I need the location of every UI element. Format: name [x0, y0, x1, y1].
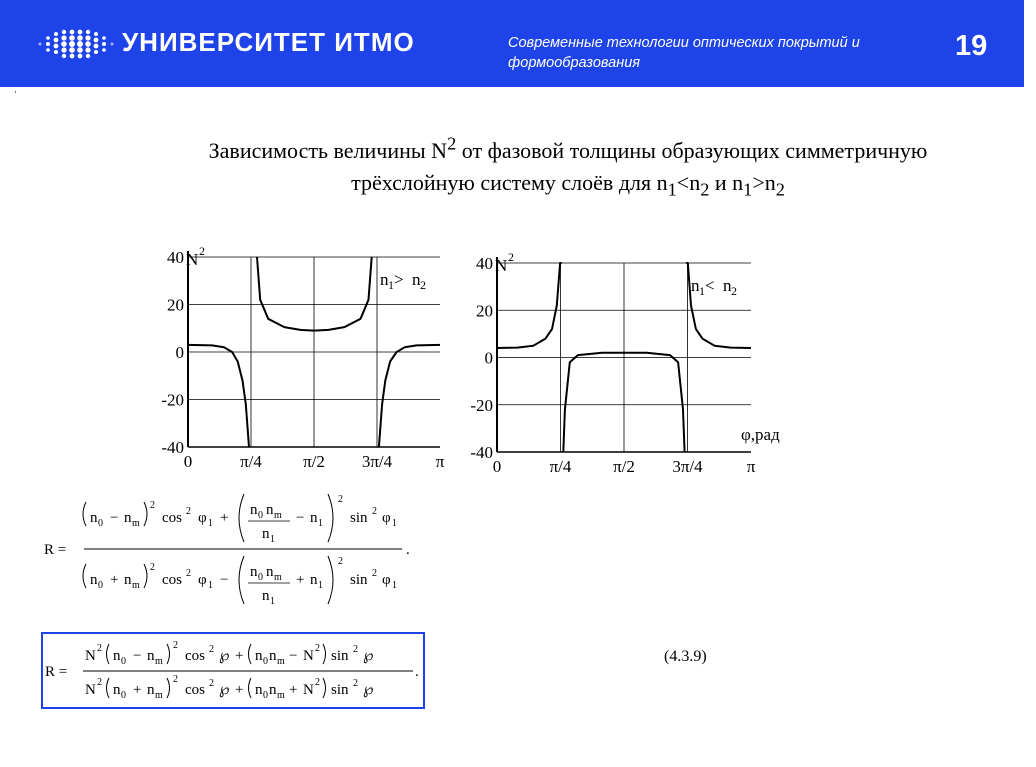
- series-line: [188, 345, 249, 447]
- f1-cos: cos: [162, 572, 182, 588]
- title-line2: [100, 167, 1036, 205]
- title-text: >n: [752, 170, 776, 196]
- f1-sub: 0: [98, 580, 103, 591]
- f1-sin: sin: [350, 510, 368, 526]
- f2-sup: 2: [173, 674, 178, 685]
- condition-n: n: [412, 270, 421, 289]
- f1-sup: 2: [186, 506, 191, 517]
- f1-end: .: [406, 542, 410, 558]
- f1-op: −: [296, 510, 305, 526]
- f1-sub: m: [274, 572, 282, 583]
- f1-n1: n: [310, 510, 318, 526]
- formula1-svg: [40, 492, 460, 617]
- f1-n0: n: [250, 502, 258, 518]
- f2-sub: m: [277, 690, 285, 701]
- y-axis-label: N: [495, 256, 508, 275]
- series-line: [497, 263, 562, 348]
- x-tick-label: 0: [492, 457, 502, 476]
- f2-sub: 0: [263, 690, 268, 701]
- f2-op: +: [289, 682, 298, 698]
- course-title-line2: формообразования: [508, 55, 641, 71]
- title-sub: 1: [667, 179, 677, 200]
- f1-op: +: [220, 510, 229, 526]
- f1-sub: m: [132, 580, 140, 591]
- f2-sup: 2: [353, 644, 358, 655]
- f1-sub: m: [274, 510, 282, 521]
- formula-reflectance-N2: [43, 634, 423, 712]
- x-tick-label: 0: [183, 452, 193, 471]
- y-tick-label: 0: [175, 343, 184, 362]
- f1-lhs: R =: [44, 542, 67, 558]
- y-tick-label: -40: [470, 443, 493, 462]
- f1-nm: n: [124, 510, 132, 526]
- f2-sub: 0: [121, 690, 126, 701]
- y-tick-label: 40: [167, 248, 184, 267]
- f1-n0: n: [90, 510, 98, 526]
- f2-sup: 2: [209, 678, 214, 689]
- series-line: [379, 345, 440, 447]
- svg-text:n: n: [147, 682, 155, 698]
- f2-N: N: [303, 648, 314, 664]
- svg-text:n: n: [113, 682, 121, 698]
- svg-text:n: n: [255, 648, 263, 664]
- f1-sup: 2: [150, 562, 155, 573]
- f2-sup: 2: [173, 640, 178, 651]
- title-sup: 2: [447, 134, 457, 154]
- condition-op: >: [394, 270, 404, 289]
- f1-sub: 0: [98, 518, 103, 529]
- f2-op: +: [235, 648, 244, 664]
- f2-op: +: [235, 682, 244, 698]
- page-number: 19: [955, 30, 988, 62]
- f1-sub: 1: [208, 518, 213, 529]
- condition-label: [691, 276, 737, 298]
- f2-sup: 2: [209, 644, 214, 655]
- x-tick-label: π: [435, 452, 445, 471]
- f1-phi: φ: [198, 572, 207, 588]
- f2-sin: sin: [331, 648, 349, 664]
- formula-reflectance-general: [40, 492, 460, 622]
- f2-cos: cos: [185, 648, 205, 664]
- condition-sub: 2: [420, 278, 426, 292]
- graph-right: [455, 230, 780, 480]
- f1-n0: n: [90, 572, 98, 588]
- university-name: УНИВЕРСИТЕТ ИТМО: [122, 27, 415, 57]
- f1-sub: 1: [208, 580, 213, 591]
- f1-nm: n: [266, 564, 274, 580]
- f2-N: N: [85, 682, 96, 698]
- x-tick-label: π/4: [549, 457, 572, 476]
- course-title-line1: Современные технологии оптических покрытий и: [508, 35, 860, 51]
- f1-sub: 0: [258, 572, 263, 583]
- f1-sup: 2: [150, 500, 155, 511]
- f2-op: −: [133, 648, 142, 664]
- f1-sub: 1: [318, 518, 323, 529]
- f2-sub: m: [155, 656, 163, 667]
- x-tick-label: π: [746, 457, 756, 476]
- margin-mark: ,: [14, 84, 17, 95]
- f1-sup: 2: [372, 506, 377, 517]
- title-text: Зависимость величины N: [208, 138, 448, 164]
- condition-n: n: [380, 270, 389, 289]
- title-sub: 2: [775, 179, 785, 200]
- slide-title: [100, 128, 1036, 206]
- title-sub: 2: [700, 179, 710, 200]
- condition-sub: 2: [731, 284, 737, 298]
- equation-number: (4.3.9): [664, 648, 707, 665]
- f1-n1: n: [262, 526, 270, 542]
- y-tick-label: -20: [161, 390, 184, 410]
- f1-op: −: [220, 572, 229, 588]
- title-text: <n: [676, 170, 701, 196]
- graph-left: [150, 225, 450, 475]
- condition-op: <: [705, 276, 715, 295]
- condition-sub: 1: [388, 278, 394, 292]
- f1-nm: n: [124, 572, 132, 588]
- f1-n1: n: [262, 588, 270, 604]
- y-tick-label: -40: [161, 438, 184, 457]
- title-line1: [208, 134, 928, 164]
- y-tick-label: 0: [484, 348, 493, 368]
- f2-sup: 2: [315, 643, 320, 654]
- f2-sup: 2: [353, 678, 358, 689]
- y-tick-label: 20: [167, 295, 184, 315]
- y-axis-label: N: [186, 250, 199, 269]
- x-tick-label: 3π/4: [361, 452, 393, 471]
- f1-sub: 1: [392, 580, 397, 591]
- x-tick-label: π/2: [303, 452, 325, 471]
- f1-sup: 2: [338, 556, 343, 567]
- title-text: и n: [709, 170, 744, 196]
- f1-sub: 1: [392, 518, 397, 529]
- chart-left: [150, 225, 450, 475]
- itmo-logo-icon: [36, 26, 116, 62]
- x-tick-label: π/4: [240, 452, 262, 471]
- x-tick-label: 3π/4: [672, 457, 703, 476]
- condition-n: n: [723, 276, 732, 295]
- condition-sub: 1: [699, 284, 705, 298]
- f2-op: +: [133, 682, 142, 698]
- f2-sup: 2: [97, 677, 102, 688]
- f1-nm: n: [266, 502, 274, 518]
- y-tick-label: 40: [476, 254, 493, 273]
- f1-n0: n: [250, 564, 258, 580]
- f2-N: N: [85, 648, 96, 664]
- f1-op: +: [296, 572, 305, 588]
- f1-op: +: [110, 572, 119, 588]
- f1-n1: n: [310, 572, 318, 588]
- y-tick-label: -20: [470, 395, 493, 415]
- f1-op: −: [110, 510, 119, 526]
- x-axis-label: φ,рад: [741, 425, 780, 444]
- f2-sup: 2: [97, 643, 102, 654]
- f2-sin: sin: [331, 682, 349, 698]
- f2-op: −: [289, 648, 298, 664]
- svg-text:n: n: [255, 682, 263, 698]
- f1-sup: 2: [338, 494, 343, 505]
- title-sub: 1: [743, 179, 753, 200]
- f1-phi: φ: [198, 510, 207, 526]
- x-tick-label: π/2: [613, 457, 635, 476]
- f2-sub: m: [155, 690, 163, 701]
- f2-sub: m: [277, 656, 285, 667]
- f1-sin: sin: [350, 572, 368, 588]
- f2-phi: ℘: [219, 682, 230, 698]
- condition-label: [380, 270, 426, 292]
- f2-sub: 0: [121, 656, 126, 667]
- f1-cos: cos: [162, 510, 182, 526]
- f1-phi: φ: [382, 510, 391, 526]
- f1-sub: 1: [270, 534, 275, 545]
- f2-end: .: [415, 664, 419, 680]
- f2-phi: ℘: [363, 648, 374, 664]
- f2-sup: 2: [315, 677, 320, 688]
- f2-cos: cos: [185, 682, 205, 698]
- f2-phi: ℘: [363, 682, 374, 698]
- f1-sup: 2: [186, 568, 191, 579]
- f2-lhs: R =: [45, 664, 68, 680]
- header-bar: [0, 0, 1024, 87]
- title-text: от фазовой толщины образующих симметричную: [456, 138, 928, 164]
- svg-text:n: n: [269, 682, 277, 698]
- condition-n: n: [691, 276, 700, 295]
- f1-phi: φ: [382, 572, 391, 588]
- y-axis-label-sup: 2: [508, 250, 514, 264]
- svg-text:n: n: [147, 648, 155, 664]
- f2-N: N: [303, 682, 314, 698]
- y-tick-label: 20: [476, 301, 493, 321]
- course-title: [508, 33, 928, 73]
- f2-phi: ℘: [219, 648, 230, 664]
- svg-text:n: n: [269, 648, 277, 664]
- formula2-svg: [43, 634, 423, 707]
- svg-text:n: n: [113, 648, 121, 664]
- f1-sub: 0: [258, 510, 263, 521]
- f1-sub: 1: [270, 596, 275, 607]
- f2-sub: 0: [263, 656, 268, 667]
- y-axis-label-sup: 2: [199, 244, 205, 258]
- chart-right: [455, 230, 780, 480]
- title-text: трёхслойную систему слоёв для n: [351, 170, 668, 196]
- f1-sub: m: [132, 518, 140, 529]
- f1-sup: 2: [372, 568, 377, 579]
- f1-sub: 1: [318, 580, 323, 591]
